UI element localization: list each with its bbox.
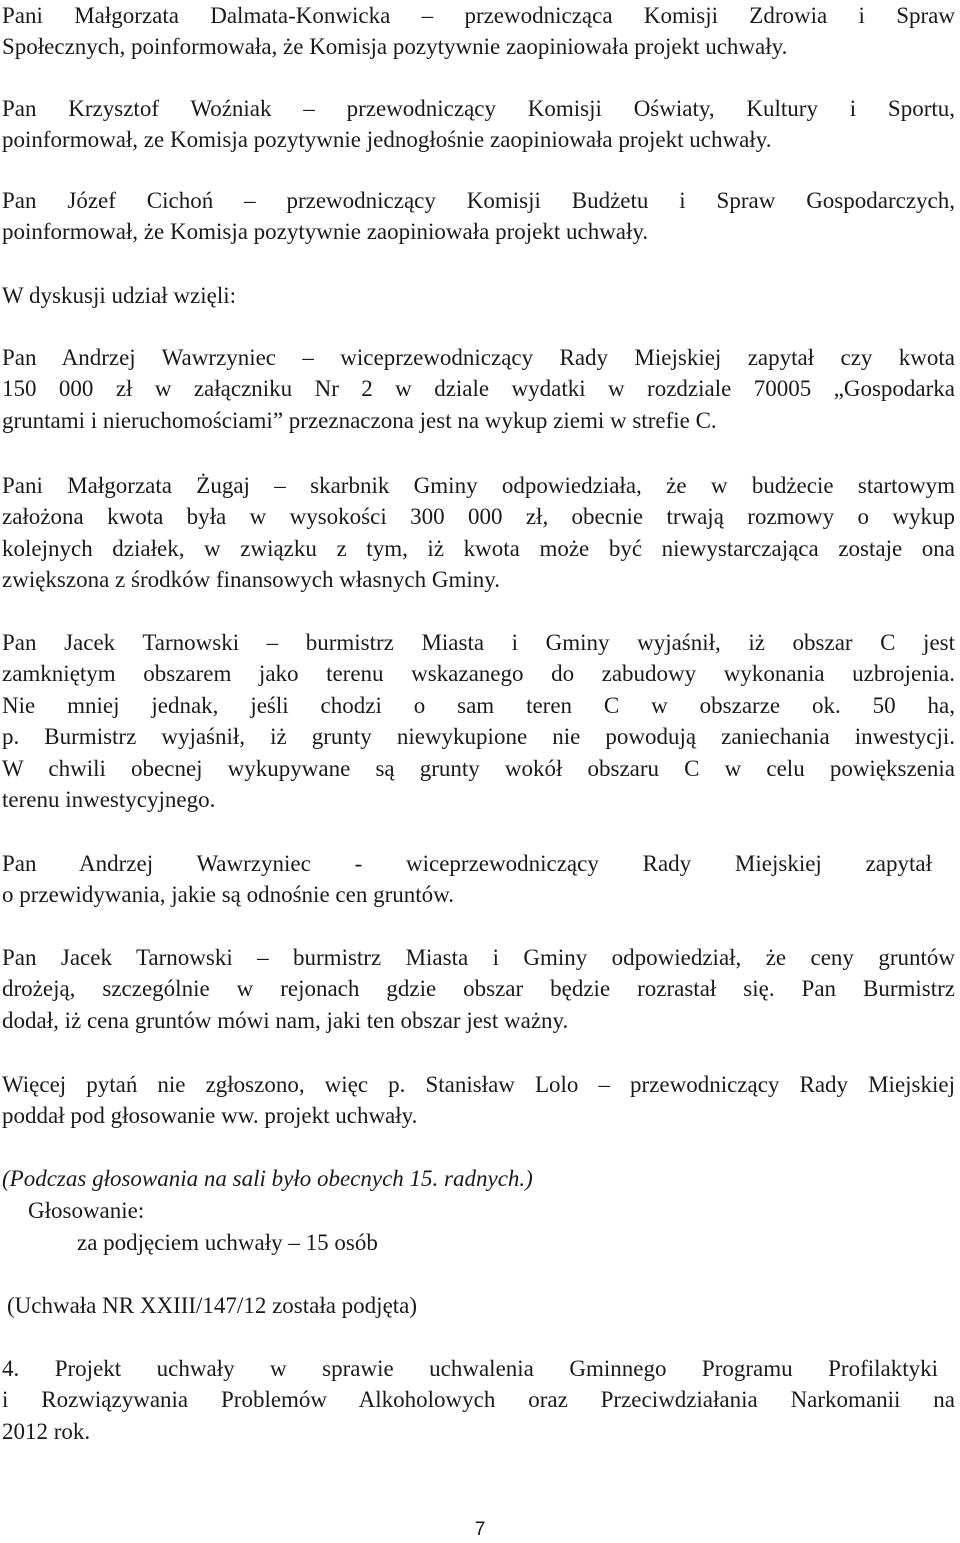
paragraph-vote-called	[2, 1069, 955, 1132]
paragraph-discussion-intro	[2, 280, 955, 311]
text-line: założona kwota była w wysokości 300 000 zł, obecnie trwają rozmowy o wykup	[2, 504, 955, 530]
text-line: Nie mniej jednak, jeśli chodzi o sam teren C w obszarze ok. 50 ha,	[2, 692, 955, 718]
text-line: Pan Andrzej Wawrzyniec - wiceprzewodniczący Rady Miejskiej zapytał	[2, 851, 932, 876]
text-line: Pani Małgorzata Żugaj – skarbnik Gminy odpowiedziała, że w budżecie startowym	[2, 473, 955, 498]
text-line: poddał pod głosowanie ww. projekt uchwały.	[2, 1103, 418, 1129]
text-line: poinformował, że Komisja pozytywnie zaopiniowała projekt uchwały.	[2, 219, 649, 245]
text-line: o przewidywania, jakie są odnośnie cen gruntów.	[2, 882, 454, 908]
text-line: dodał, iż cena gruntów mówi nam, jaki ten obszar jest ważny.	[2, 1007, 569, 1033]
paragraph-education-committee	[2, 93, 955, 156]
text-line: Pan Krzysztof Woźniak – przewodniczący Komisji Oświaty, Kultury i Sportu,	[2, 96, 955, 121]
text-line: Pan Jacek Tarnowski – burmistrz Miasta i Gminy odpowiedział, że ceny gruntów	[2, 945, 955, 970]
text-line: 4. Projekt uchwały w sprawie uchwalenia Gminnego Programu Profilaktyki	[2, 1356, 938, 1381]
paragraph-wawrzyniec-question	[2, 342, 955, 436]
text-line: drożeją, szczególnie w rejonach gdzie obszar będzie rozrastał się. Pan Burmistrz	[2, 976, 955, 1002]
voting-label: Głosowanie:	[28, 1198, 145, 1223]
text-line: poinformował, ze Komisja pozytywnie jednogłośnie zaopiniowała projekt uchwały.	[2, 127, 772, 153]
paragraph-mayor-explanation	[2, 627, 955, 815]
text-line: W dyskusji udział wzięli:	[2, 283, 237, 308]
text-line: zamkniętym obszarem jako terenu wskazanego do zabudowy wykonania uzbrojenia.	[2, 661, 955, 687]
paragraph-treasurer-answer	[2, 470, 955, 596]
paragraph-wawrzyniec-prices	[2, 848, 955, 911]
resolution-adopted: (Uchwała NR XXIII/147/12 została podjęta)	[7, 1293, 418, 1318]
text-line: terenu inwestycyjnego.	[2, 787, 216, 813]
text-line: p. Burmistrz wyjaśnił, iż grunty niewykupione nie powodują zaniechania inwestycji.	[2, 724, 955, 750]
text-line: 150 000 zł w załączniku Nr 2 w dziale wydatki w rozdziale 70005 „Gospodarka	[2, 376, 955, 402]
page-number: 7	[474, 1519, 486, 1540]
paragraph-budget-committee	[2, 185, 955, 248]
text-line: Pan Józef Cichoń – przewodniczący Komisji Budżetu i Spraw Gospodarczych,	[2, 188, 955, 213]
text-line: Pani Małgorzata Dalmata-Konwicka – przewodnicząca Komisji Zdrowia i Spraw	[2, 3, 955, 28]
voting-note: (Podczas głosowania na sali było obecnych 15. radnych.)	[2, 1166, 533, 1191]
text-line: kolejnych działek, w związku z tym, iż kwota może być niewystarczająca zostaje ona	[2, 535, 955, 561]
text-line: Pan Jacek Tarnowski – burmistrz Miasta i Gminy wyjaśnił, iż obszar C jest	[2, 630, 955, 655]
text-line: zwiększona z środków finansowych własnych Gminy.	[2, 567, 501, 593]
text-line: Pan Andrzej Wawrzyniec – wiceprzewodniczący Rady Miejskiej zapytał czy kwota	[2, 345, 955, 370]
paragraph-health-committee	[2, 0, 955, 63]
agenda-item-4	[2, 1353, 955, 1447]
text-line: Społecznych, poinformowała, że Komisja pozytywnie zaopiniowała projekt uchwały.	[2, 34, 788, 60]
text-line: 2012 rok.	[2, 1418, 91, 1444]
paragraph-mayor-prices	[2, 942, 955, 1036]
text-line: i Rozwiązywania Problemów Alkoholowych oraz Przeciwdziałania Narkomanii na	[2, 1387, 955, 1413]
voting-result: za podjęciem uchwały – 15 osób	[77, 1230, 378, 1255]
text-line: W chwili obecnej wykupywane są grunty wokół obszaru C w celu powiększenia	[2, 755, 955, 781]
text-line: gruntami i nieruchomościami” przeznaczona jest na wykup ziemi w strefie C.	[2, 407, 717, 433]
text-line: Więcej pytań nie zgłoszono, więc p. Stanisław Lolo – przewodniczący Rady Miejskiej	[2, 1072, 955, 1097]
